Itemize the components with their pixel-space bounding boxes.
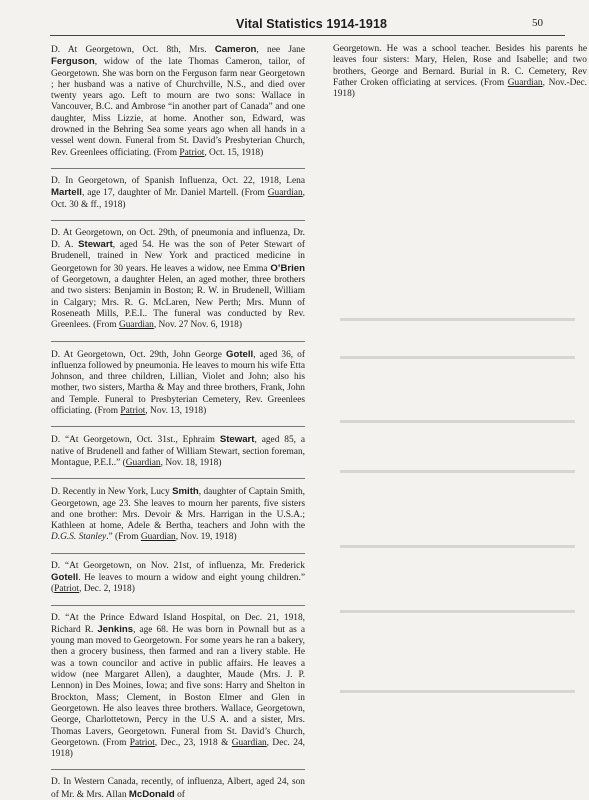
entry-divider xyxy=(51,769,305,770)
death-notice-entry xyxy=(51,44,305,159)
entry-text: , Oct. 15, 1918) xyxy=(204,147,264,158)
entry-text: , Nov. 13, 1918) xyxy=(145,406,207,417)
source-publication: Guardian xyxy=(231,737,267,748)
entry-text: , aged 36, of influenza followed by pneumonia. He leaves to mourn his wife Etta Johnson, and three children, Lillian, Violet and John; also his mother, two sisters, Martha & May and three brothers, Frank, John and Temple. Funeral to Presbyterian Cemetery, Rev. Greenlees officiating. (From xyxy=(51,349,305,417)
surname-text: O’Brien xyxy=(270,262,305,274)
death-notice-entry xyxy=(51,777,305,800)
surname-text: Gotell xyxy=(226,348,254,360)
surname-text: Stewart xyxy=(78,239,113,251)
death-notice-entry xyxy=(51,176,305,211)
entry-divider xyxy=(51,341,305,342)
entry-text: D. At Georgetown, Oct. 8th, Mrs. xyxy=(51,45,215,55)
bleed-through-line xyxy=(340,610,575,613)
surname-text: McDonald xyxy=(128,788,175,800)
surname-text: Martell xyxy=(51,187,82,199)
entry-text: of Georgetown, a daughter Helen, an aged mother, three brothers and two sisters: Benjamin in Boston; R. W. in Brudenell, William in Calgary; Mrs. R. G. McLaren, New Perth; Mrs. Munn of Roseneath Mills, P.E.I.. The funeral was conducted by Rev. Greenlees. (From xyxy=(51,275,305,331)
surname-text: Stewart xyxy=(219,434,255,446)
entry-text: , widow of the late Thomas Cameron, tailor, of Georgetown. She was born on the Ferguson farm near Georgetown ; her husband was a native of Churchville, N.S., and died over twenty years ago. Left to mourn are two sons: Wallace in Vancouver, B.C. and Ambrose “in another part of Canada” and one daughter, Miss Lizzie, at home. Another son, Edward, was drowned in the Behring Sea some years ago when all hands in a vessel went down. Funeral from St. David’s Presbyterian Church, Rev. Greenlees officiating. (From xyxy=(51,57,305,158)
death-notice-entry xyxy=(51,349,305,418)
entry-divider xyxy=(51,553,305,554)
entry-text: D. At Georgetown, on Oct. 29th, of pneumonia and influenza, Dr. D. A. xyxy=(51,227,305,251)
entry-divider xyxy=(51,426,305,427)
death-notice-entry xyxy=(51,486,305,543)
bleed-through-line xyxy=(340,690,575,693)
left-column xyxy=(51,44,305,800)
entry-divider xyxy=(51,478,305,479)
surname-text: Cameron xyxy=(214,44,257,55)
source-publication: Guardian xyxy=(125,457,161,468)
death-notice-entry xyxy=(51,228,305,332)
entry-text: , age 68. He was born in Pownall but as a young man moved to Georgetown. For some years he ran a bakery, then a grocery business, then farmed and ran a livery stable. He was a town councilor and active in public affairs. He leaves a widow (nee Margaret Allen), a daughter, Maude (Mrs. J. P. Lennon) in Des Moines, Iowa; and five sons: Harry and Shelton in Brockton, Mass; Clement, in Boston Elmer and Glen in Georgetown. He also leaves three brothers. Wallace, Georgetown, George, Charlottetown, Percy in the U.S A. and a sister, Mrs. Thomas Lavers, Georgetown. Funeral from St. David’s Church, Georgetown. (From xyxy=(51,624,305,748)
bleed-through-line xyxy=(340,470,575,473)
death-notice-entry xyxy=(51,561,305,596)
source-publication: Guardian xyxy=(267,188,303,199)
source-publication: Guardian xyxy=(507,77,543,88)
page-number: 50 xyxy=(532,17,543,29)
source-publication: Patriot xyxy=(120,406,146,417)
header-rule xyxy=(50,35,565,36)
entry-divider xyxy=(51,605,305,606)
entry-divider xyxy=(51,220,305,221)
surname-text: Gotell xyxy=(51,571,79,583)
entry-text: D. In Georgetown, of Spanish Influenza, Oct. 22, 1918, Lena xyxy=(51,175,305,186)
entry-text: D. “At Georgetown, on Nov. 21st, of influenza, Mr. Frederick xyxy=(51,560,305,571)
source-publication: Patriot xyxy=(179,147,205,158)
entry-text: , Dec., 23, 1918 & xyxy=(154,737,232,748)
entry-text: , aged 85, a native of Brudenell and father of William Stewart, section foreman, Montague, P.E.I..” ( xyxy=(51,435,305,468)
entry-text: . He leaves to mourn a widow and eight young children.” ( xyxy=(51,572,305,595)
bleed-through-line xyxy=(340,420,575,423)
bleed-through-line xyxy=(340,545,575,548)
entry-text: , aged 54. He was the son of Peter Stewart of Brudenell, trained in New York and practiced medicine in Georgetown for 30 years. He leaves a widow, nee Emma xyxy=(51,240,305,274)
entry-text: of xyxy=(174,789,185,800)
entry-text: , Dec. 2, 1918) xyxy=(79,584,135,595)
entry-text: Georgetown. He was a school teacher. Besides his parents he leaves four sisters: Mary, Helen, Rose and Isabelle; and two brothers, George and Bernard. Burial in R. C. Cemetery, Rev Father Croken officiating at services. (From xyxy=(333,44,587,88)
death-notice-entry xyxy=(51,434,305,469)
entry-text: , Nov. 19, 1918) xyxy=(175,532,237,543)
entry-text: , Nov. 18, 1918) xyxy=(160,457,222,468)
entry-text: D. In Western Canada, recently, of influenza, Albert, aged 24, son of Mr. & Mrs. Allan xyxy=(51,777,305,800)
surname-text: Smith xyxy=(172,486,199,498)
entry-text: , Nov. 27 Nov. 6, 1918) xyxy=(153,320,242,331)
entry-text: D. At Georgetown, Oct. 29th, John George xyxy=(51,349,227,360)
right-column xyxy=(333,44,587,109)
surname-text: Jenkins xyxy=(97,623,134,635)
death-notice-entry xyxy=(333,44,587,100)
bleed-through-line xyxy=(340,318,575,321)
entry-divider xyxy=(51,168,305,169)
entry-text: .” (From xyxy=(106,532,141,543)
entry-text: , Nov.-Dec. 1918) xyxy=(333,77,587,100)
source-publication: Guardian xyxy=(118,320,154,331)
entry-text: , age 17, daughter of Mr. Daniel Martell. (From xyxy=(81,188,268,199)
running-title: Vital Statistics 1914-1918 xyxy=(236,17,388,31)
source-publication: Patriot xyxy=(54,584,80,595)
bleed-through-line xyxy=(340,356,575,359)
vessel-name: D.G.S. Stanley xyxy=(51,532,107,543)
source-publication: Guardian xyxy=(140,532,176,543)
death-notice-entry xyxy=(51,613,305,761)
surname-text: Ferguson xyxy=(51,56,95,68)
entry-text: D. “At the Prince Edward Island Hospital, on Dec. 21, 1918, Richard R. xyxy=(51,612,305,635)
entry-text: , nee Jane xyxy=(256,45,305,55)
source-publication: Patriot xyxy=(129,737,155,748)
entry-text: , daughter of Captain Smith, Georgetown, age 23. She leaves to mourn her parents, five sisters and one brother: Mrs. Devoir & Mrs. Harrigan in the U.S.A.; Kathleen at home, Adele & Bertha, teachers and John with the xyxy=(51,487,306,532)
entry-text: , Dec. 24, 1918) xyxy=(51,737,306,760)
entry-text: D. Recently in New York, Lucy xyxy=(51,487,173,498)
page-header xyxy=(0,0,589,40)
entry-text: , Oct. 30 & ff., 1918) xyxy=(51,188,305,210)
entry-text: D. “At Georgetown, Oct. 31st., Ephraim xyxy=(51,435,220,446)
